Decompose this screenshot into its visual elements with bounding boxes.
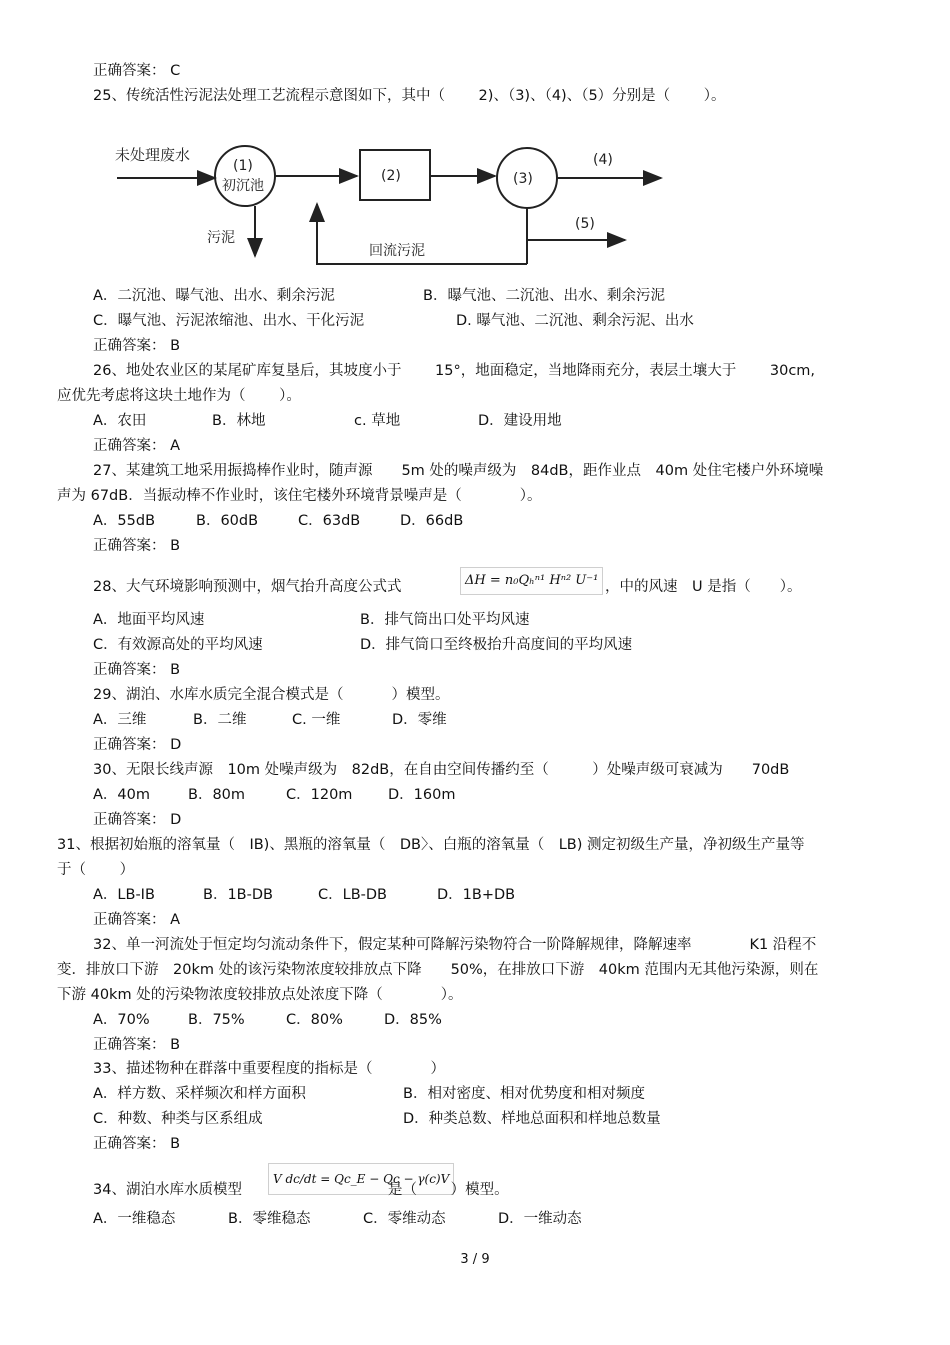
q26-option-a: A．农田	[93, 413, 147, 429]
question-32-line-3: 下游 40km 处的污染物浓度较排放点处浓度下降（ ）。	[57, 987, 463, 1003]
lake-model-formula: V dc/dt = Qc_E − Qc − γ(c)V	[268, 1163, 454, 1195]
q27-option-a: A．55dB	[93, 513, 156, 529]
question-32-line-2: 变．排放口下游 20km 处的该污染物浓度较排放点下降 50%，在排放口下游 40km 范围内无其他污染源，则在	[57, 962, 819, 978]
q32-option-d: D．85%	[384, 1012, 442, 1028]
q27-option-d: D．66dB	[400, 513, 464, 529]
q29-option-d: D．零维	[392, 712, 447, 728]
question-34-suffix: 是（ ）模型。	[388, 1182, 509, 1198]
q30-option-b: B．80m	[188, 787, 246, 803]
q32-option-a: A．70%	[93, 1012, 150, 1028]
q25-option-d: D. 曝气池、二沉池、剩余污泥、出水	[456, 313, 694, 329]
question-27-line-2: 声为 67dB．当振动棒不作业时，该住宅楼外环境背景噪声是（ ）。	[57, 488, 542, 504]
q33-option-c: C．种数、种类与区系组成	[93, 1111, 263, 1127]
q34-option-b: B．零维稳态	[228, 1211, 311, 1227]
q28-option-c: C．有效源高处的平均风速	[93, 637, 263, 653]
answer-24: 正确答案： C	[93, 63, 181, 79]
q33-option-d: D．种类总数、样地总面积和样地总数量	[403, 1111, 661, 1127]
process-flow-diagram	[95, 118, 671, 276]
q28-option-d: D．排气筒口至终极抬升高度间的平均风速	[360, 637, 633, 653]
smoke-rise-formula: ΔH = n₀Qₕⁿ¹ Hⁿ² U⁻¹	[460, 567, 603, 595]
q25-option-b: B．曝气池、二沉池、出水、剩余污泥	[423, 288, 665, 304]
inflow-label: 未处理废水	[115, 146, 191, 164]
question-28-prefix: 28、大气环境影响预测中，烟气抬升高度公式式	[93, 579, 402, 595]
unit-3-label: (3)	[513, 171, 533, 187]
outflow-4-label: (4)	[593, 152, 613, 168]
answer-26: 正确答案： A	[93, 438, 181, 454]
q29-option-a: A．三维	[93, 712, 147, 728]
q34-option-d: D．一维动态	[498, 1211, 582, 1227]
q31-option-b: B．1B-DB	[203, 887, 273, 903]
unit-1-number: (1)	[233, 158, 253, 174]
q34-option-a: A．一维稳态	[93, 1211, 176, 1227]
answer-30: 正确答案： D	[93, 812, 182, 828]
q25-option-c: C．曝气池、污泥浓缩池、出水、干化污泥	[93, 313, 365, 329]
q26-option-b: B．林地	[212, 413, 266, 429]
answer-32: 正确答案： B	[93, 1037, 181, 1053]
q28-option-a: A．地面平均风速	[93, 612, 205, 628]
sludge-label: 污泥	[207, 230, 235, 246]
question-27-line-1: 27、某建筑工地采用振捣棒作业时，随声源 5m 处的噪声级为 84dB，距作业点 40m 处住宅楼户外环境噪	[93, 463, 824, 479]
question-31-line-1: 31、根据初始瓶的溶氧量（ IB)、黑瓶的溶氧量（ DB〉、白瓶的溶氧量（ LB) 测定初级生产量，净初级生产量等	[57, 837, 805, 853]
page-number: 3 / 9	[460, 1252, 490, 1267]
question-30: 30、无限长线声源 10m 处噪声级为 82dB，在自由空间传播约至（ ）处噪声级可衰减为 70dB	[93, 762, 790, 778]
q30-option-d: D．160m	[388, 787, 456, 803]
question-31-line-2: 于（ ）	[57, 862, 135, 878]
q27-option-b: B．60dB	[196, 513, 259, 529]
q31-option-c: C．LB-DB	[318, 887, 387, 903]
q29-option-b: B．二维	[193, 712, 247, 728]
unit-1-circle	[215, 146, 275, 206]
q26-option-c: c. 草地	[354, 413, 401, 429]
q25-option-a: A．二沉池、曝气池、出水、剩余污泥	[93, 288, 335, 304]
q29-option-c: C. 一维	[292, 712, 341, 728]
question-26-line-2: 应优先考虑将这块土地作为（ ）。	[57, 388, 301, 404]
answer-29: 正确答案： D	[93, 737, 182, 753]
q27-option-c: C．63dB	[298, 513, 361, 529]
question-25: 25、传统活性污泥法处理工艺流程示意图如下，其中（ 2)、（3)、（4)、（5）分别是（ ）。	[93, 88, 726, 104]
return-sludge-label: 回流污泥	[369, 243, 425, 259]
q26-option-d: D．建设用地	[478, 413, 562, 429]
question-26-line-1: 26、地处农业区的某尾矿库复垦后，其坡度小于 15°，地面稳定，当地降雨充分，表层土壤大于 30cm,	[93, 363, 816, 379]
q32-option-b: B．75%	[188, 1012, 245, 1028]
q33-option-b: B．相对密度、相对优势度和相对频度	[403, 1086, 645, 1102]
question-32-line-1: 32、单一河流处于恒定均匀流动条件下，假定某种可降解污染物符合一阶降解规律，降解速率 K1 沿程不	[93, 937, 817, 953]
q28-option-b: B．排气筒出口处平均风速	[360, 612, 530, 628]
q32-option-c: C．80%	[286, 1012, 343, 1028]
answer-31: 正确答案： A	[93, 912, 181, 928]
question-28-suffix: ，中的风速 U 是指（ ）。	[605, 579, 802, 595]
question-34-prefix: 34、湖泊水库水质模型	[93, 1182, 242, 1198]
answer-27: 正确答案： B	[93, 538, 181, 554]
answer-33: 正确答案： B	[93, 1136, 181, 1152]
q30-option-c: C．120m	[286, 787, 353, 803]
q31-option-a: A．LB-IB	[93, 887, 155, 903]
unit-2-label: (2)	[381, 168, 401, 184]
q30-option-a: A．40m	[93, 787, 150, 803]
question-33: 33、描述物种在群落中重要程度的指标是（ ）	[93, 1061, 445, 1077]
q33-option-a: A．样方数、采样频次和样方面积	[93, 1086, 306, 1102]
outflow-5-label: (5)	[575, 216, 595, 232]
answer-25: 正确答案： B	[93, 338, 181, 354]
answer-28: 正确答案： B	[93, 662, 181, 678]
q31-option-d: D．1B+DB	[437, 887, 516, 903]
question-29: 29、湖泊、水库水质完全混合模式是（ ）模型。	[93, 687, 450, 703]
unit-1-name: 初沉池	[222, 178, 264, 194]
q34-option-c: C．零维动态	[363, 1211, 446, 1227]
